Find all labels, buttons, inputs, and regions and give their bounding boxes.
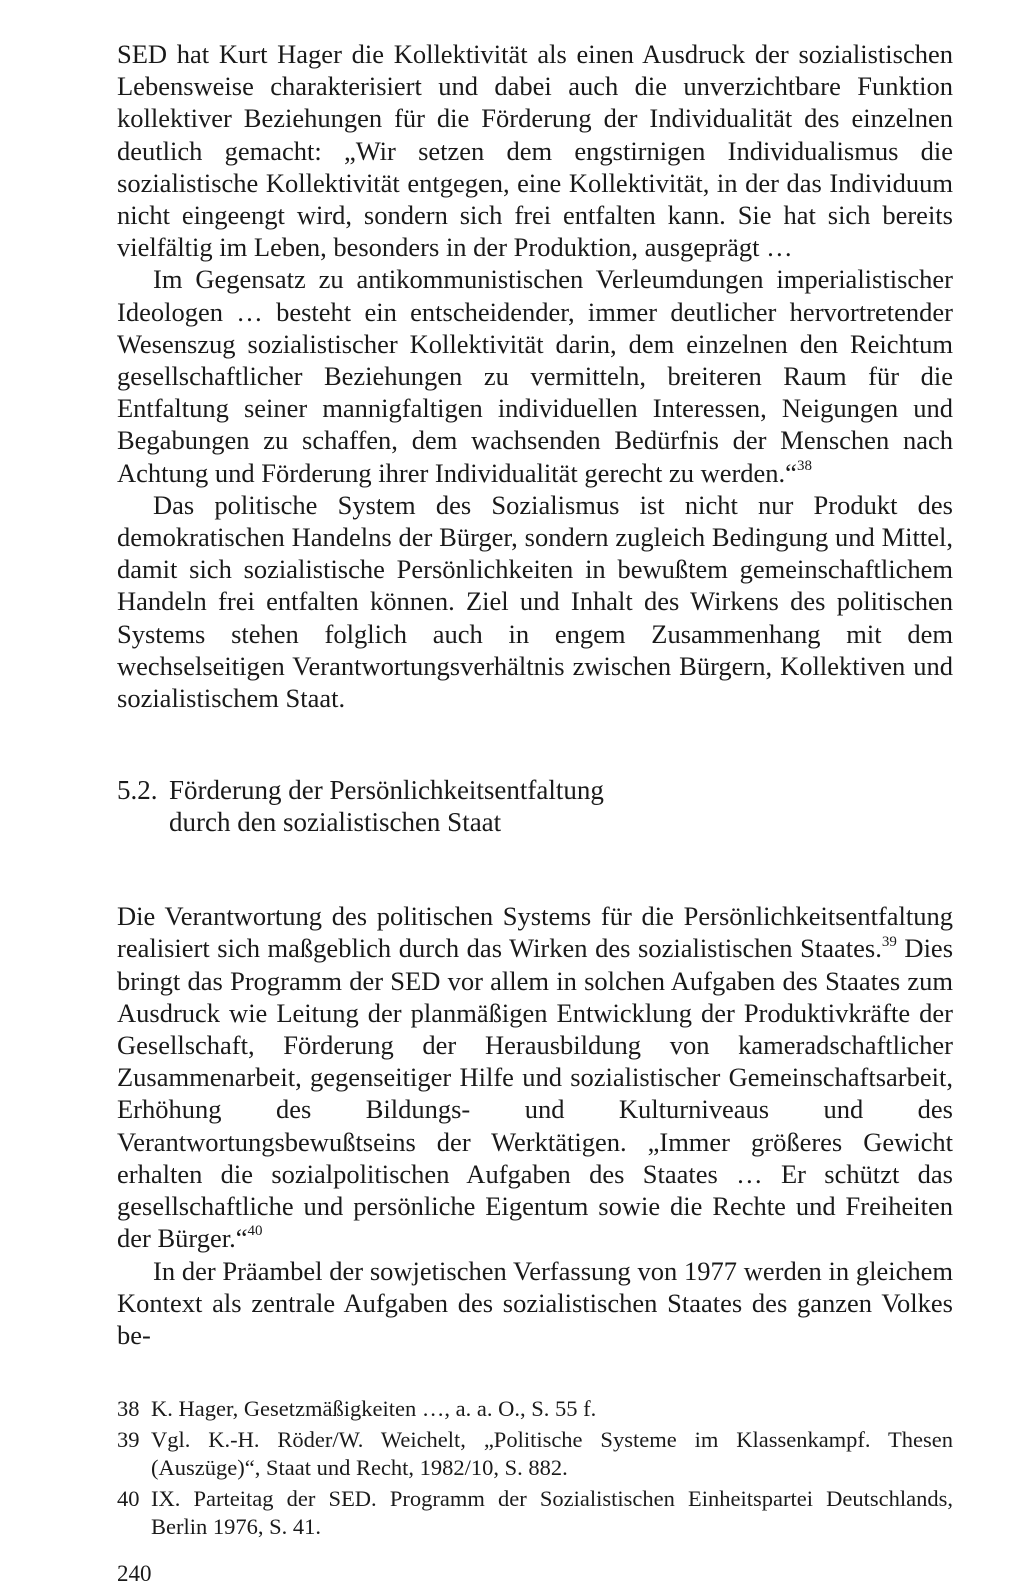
section-title — [169, 774, 604, 838]
footnote-ref-39[interactable]: 39 — [881, 933, 897, 950]
footnote-number: 39 — [117, 1427, 140, 1453]
paragraph-text: Dies bringt das Programm der SED vor allem in solchen Aufgaben des Staates zum Ausdruck wie Leitung der planmäßigen Entwicklung der Produktivkräfte der Gesellschaft, Förderung der Herausbildung von kameradschaftlicher Zusammenarbeit, gegenseitiger Hilfe und sozialistischer Gemeinschaftsarbeit, Erhöhung des Bildungs- und Kulturniveaus und des Verantwortungsbewußtseins der Werktätigen. „Immer größeres Gewicht erhalten die sozialpolitischen Aufgaben des Staates … Er schützt das gesellschaftliche und persönliche Eigentum sowie die Rechte und Freiheiten der Bürger.“ — [117, 933, 954, 1254]
section-title-line-1: Förderung der Persönlichkeitsentfaltung — [169, 775, 604, 806]
paragraph-text: Die Verantwortung des politischen Systems für die Persönlichkeitsentfaltung realisiert sich maßgeblich durch das Wirken des sozialistischen Staates. — [117, 901, 953, 964]
footnote-text: IX. Parteitag der SED. Programm der Sozialistischen Einheitspartei Deutschlands, Berlin 1976, S. 41. — [151, 1486, 953, 1540]
footnote-text: K. Hager, Gesetzmäßigkeiten …, a. a. O., S. 55 f. — [151, 1396, 597, 1422]
footnote-ref-40[interactable]: 40 — [247, 1223, 263, 1240]
paragraph-text: Im Gegensatz zu antikommunistischen Verleumdungen imperialistischer Ideologen … besteht ein entscheidender, immer deutlicher hervortretender Wesenszug sozialistischer Kollektivität darin, dem einzelnen den Reichtum gesellschaftlicher Beziehungen zu vermitteln, breiteren Raum für die Entfaltung seiner mannigfaltigen individuellen Interessen, Neigungen und Begabungen zu schaffen, dem wachsenden Bedürfnis der Menschen nach Achtung und Förderung ihrer Individualität gerecht zu werden.“ — [117, 264, 953, 488]
book-page — [117, 38, 953, 1587]
paragraph-hager-intro — [117, 38, 953, 263]
paragraph-quote-continuation — [117, 263, 953, 488]
footnote-text: Vgl. K.-H. Röder/W. Weichelt, „Politische Systeme im Klassenkampf. Thesen (Auszüge)“, Staat und Recht, 1982/10, S. 882. — [151, 1427, 953, 1481]
page-number: 240 — [117, 1561, 152, 1587]
section-number: 5.2. — [117, 775, 158, 806]
footnote-38 — [117, 1395, 953, 1423]
footnote-39 — [117, 1426, 953, 1482]
paragraph-text: Das politische System des Sozialismus ist nicht nur Produkt des demokratischen Handelns der Bürger, sondern zugleich Bedingung und Mittel, damit sich sozialistische Persönlichkeiten in bewußtem gemeinschaftlichem Handeln frei entfalten können. Ziel und Inhalt des Wirkens des politischen Systems stehen folglich auch in engem Zusammenhang mit dem wechselseitigen Verantwortungsverhältnis zwischen Bürgern, Kollektiven und sozialistischem Staat. — [117, 489, 953, 714]
footnote-ref-38[interactable]: 38 — [796, 457, 812, 474]
paragraph-text: SED hat Kurt Hager die Kollektivität als einen Ausdruck der sozialistischen Lebensweise charakterisiert und dabei auch die unverzichtbare Funktion kollektiver Beziehungen für die Förderung der Individualität des einzelnen deutlich gemacht: „Wir setzen dem engstirnigen Individualismus die sozialistische Kollektivität entgegen, eine Kollektivität, in der das Individuum nicht eingeengt wird, sondern sich frei entfalten kann. Sie hat sich bereits vielfältig im Leben, besonders in der Produktion, ausgeprägt … — [117, 39, 953, 263]
section-heading — [117, 774, 953, 838]
footnote-number: 40 — [117, 1486, 140, 1512]
footnote-number: 38 — [117, 1396, 140, 1422]
paragraph-soviet-constitution — [117, 1255, 953, 1352]
paragraph-political-system — [117, 489, 953, 714]
paragraph-text: In der Präambel der sowjetischen Verfassung von 1977 werden in gleichem Kontext als zentrale Aufgaben des sozialistischen Staates des ganzen Volkes be- — [117, 1255, 953, 1350]
paragraph-state-responsibility — [117, 900, 953, 1254]
section-title-line-2: durch den sozialistischen Staat — [169, 807, 502, 838]
footnotes — [117, 1395, 953, 1541]
footnote-40 — [117, 1485, 953, 1541]
